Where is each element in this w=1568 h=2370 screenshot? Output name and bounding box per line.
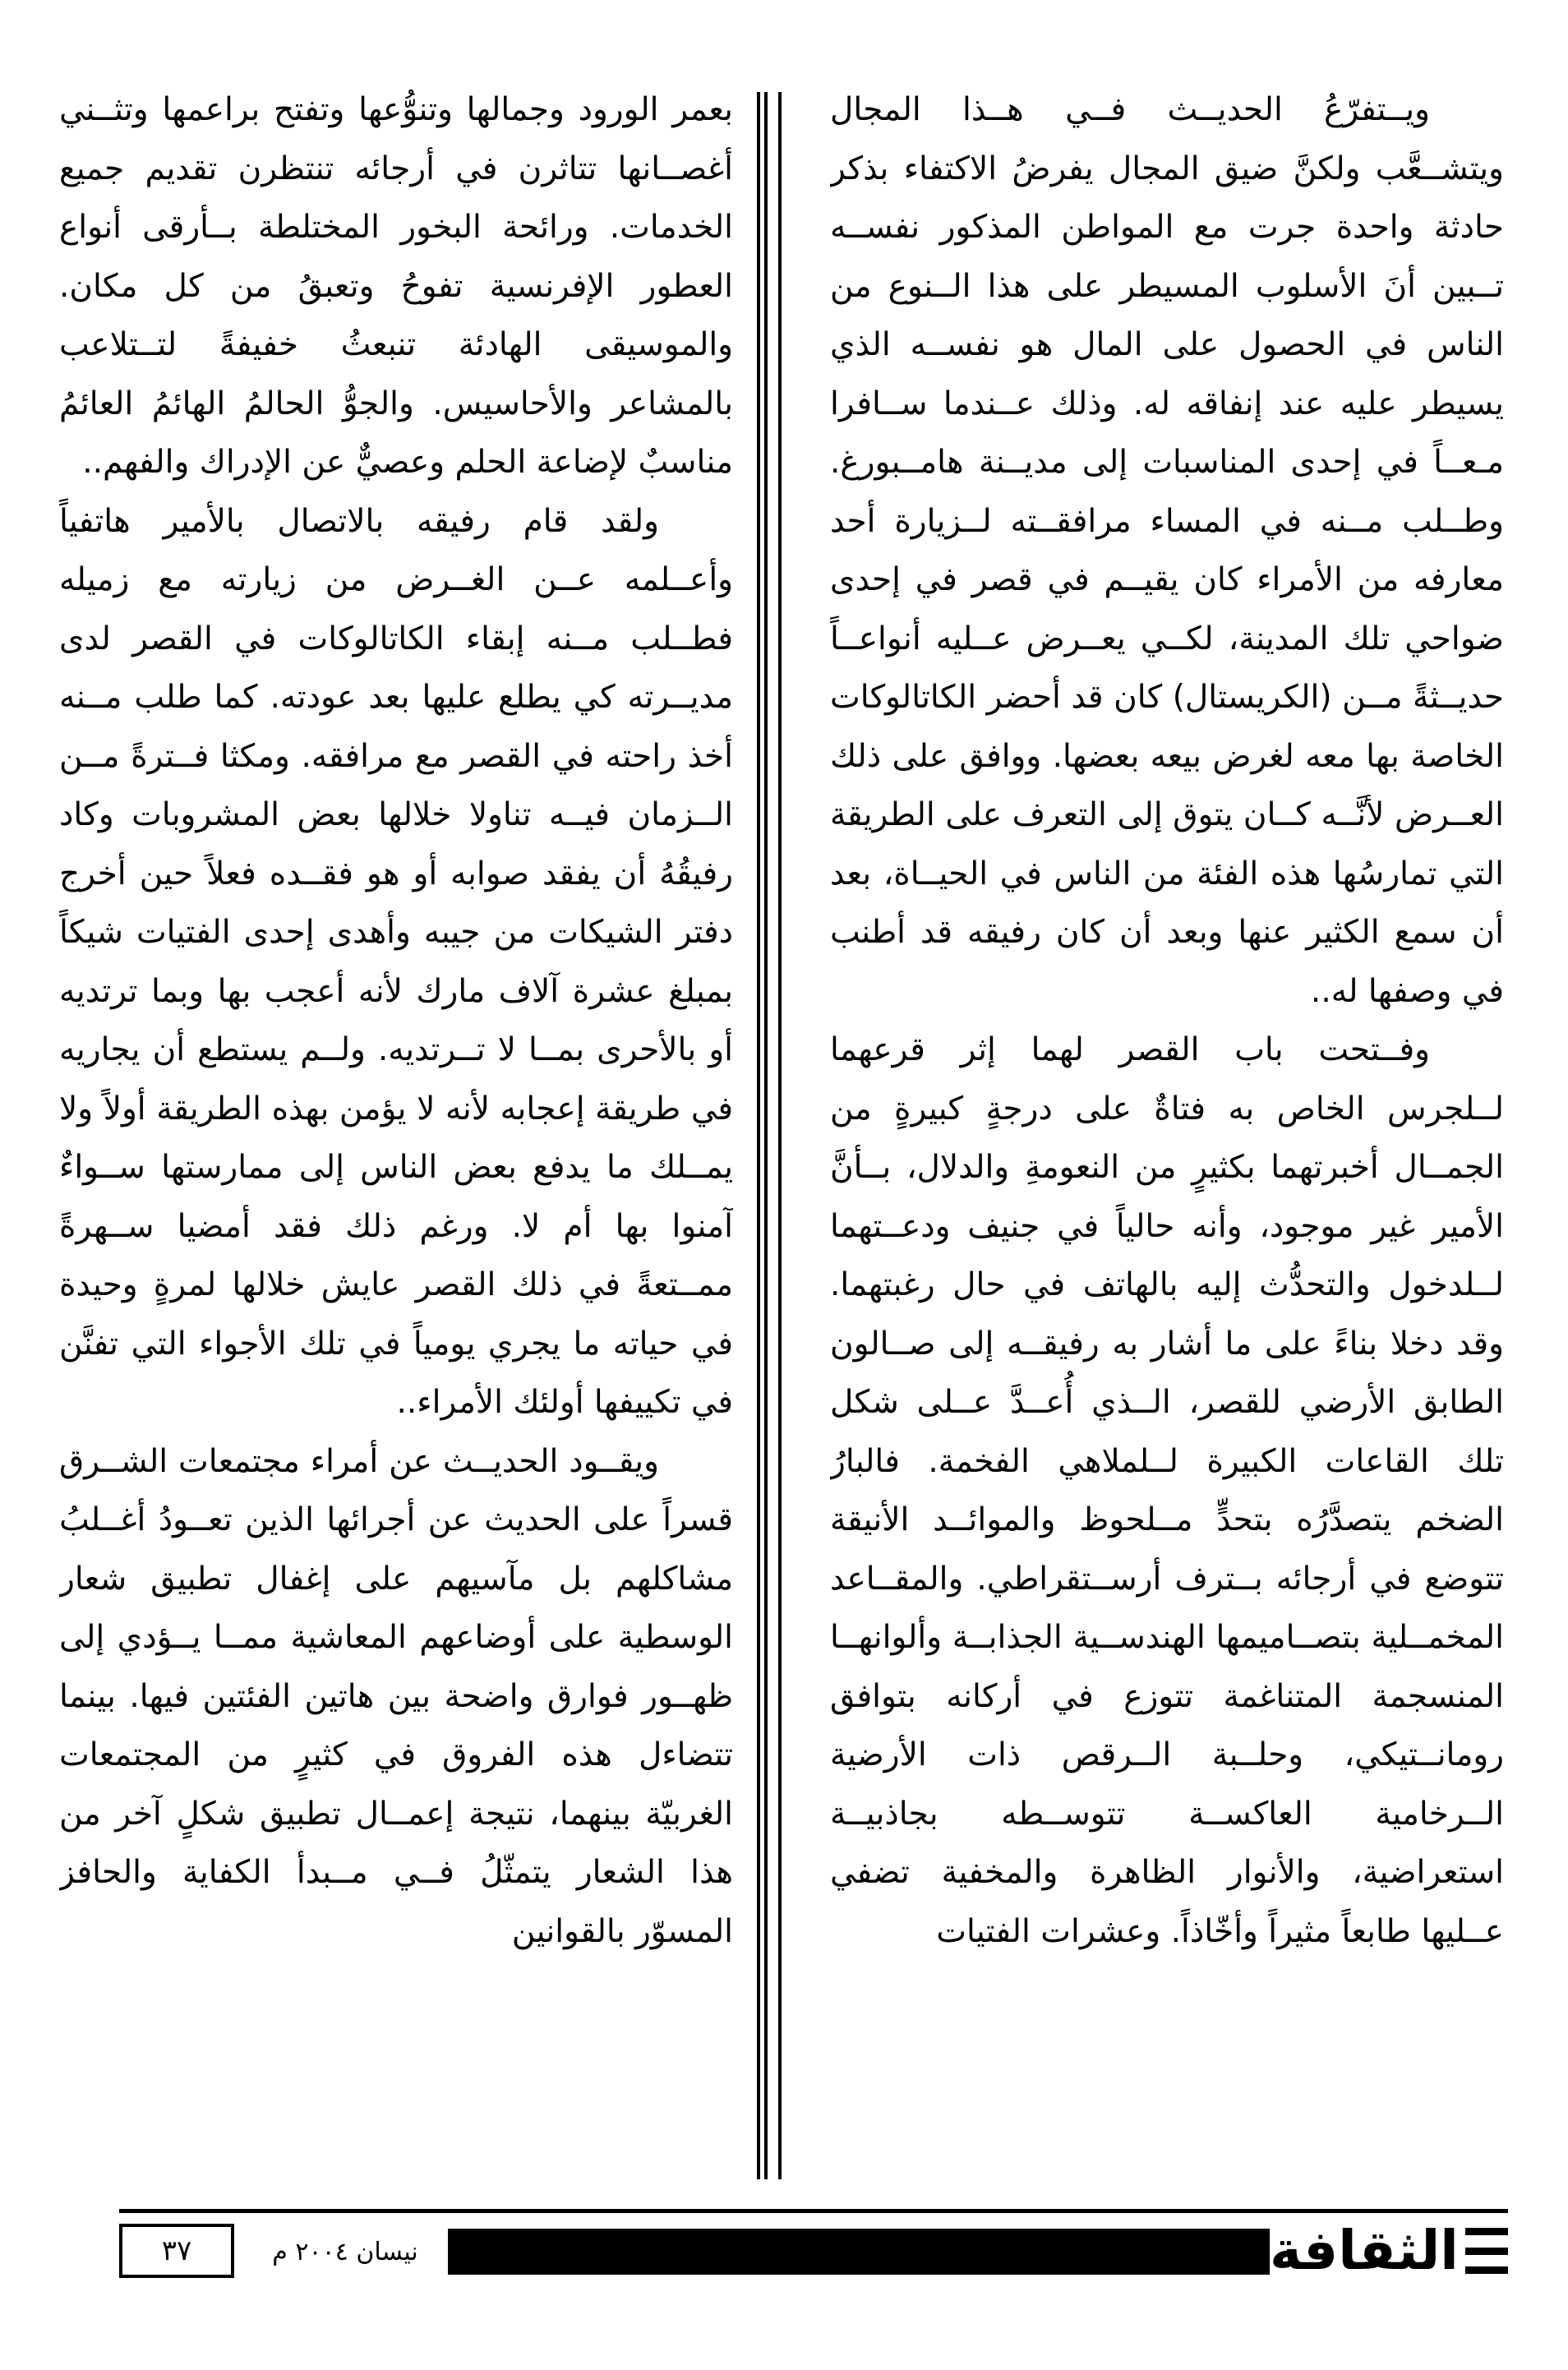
paragraph: بعمر الورود وجمالها وتنوُّعها وتفتح براعمها وتثــني أغصــانها تتاثرن في أرجائه تنتظرن تقديم جميع الخدمات. ورائحة البخور المختلطة بــأرقى أنواع العطور الإفرنسية تفوحُ وتعبقُ من كل مكان. والموسيقى الهادئة تنبعثُ خفيفةً لتــتلاعب بالمشاعر والأحاسيس. والجوُّ الحالمُ الهائمُ العائمُ مناسبٌ لإضاعة الحلم وعصيٌّ عن الإدراك والفهم.. xyxy=(59,91,733,481)
logo-text: الثقافة xyxy=(1270,2219,1459,2282)
issue-date: نيسان ٢٠٠٤ م xyxy=(272,2237,418,2266)
logo-lines-icon xyxy=(1465,2228,1508,2274)
right-text-column xyxy=(830,81,1504,2192)
paragraph: ويــتفرّعُ الحديــث فــي هــذا المجال ويتشــعَّب ولكنَّ ضيق المجال يفرضُ الاكتفاء بذكر حادثة واحدة جرت مع المواطن المذكور نفســه تــبين أنَ الأسلوب المسيطر على هذا الــنوع من الناس في الحصول على المال هو نفســه الذي يسيطر عليه عند إنفاقه له. وذلك عــندما ســافرا مـعــاً في إحدى المناسبات إلى مديــنة هامــبورغ. وطــلب مــنه في المساء مرافقــته لــزيارة أحد معارفه من الأمراء كان يقيــم في قصر في إحدى ضواحي تلك المدينة، لكــي يعــرض عــليه أنواعــاً حديــثةً مــن (الكريستال) كان قد أحضر الكاتالوكات الخاصة بها معه لغرض بيعه بعضها. ووافق على ذلك العــرض لأنَّــه كــان يتوق إلى التعرف على الطريقة التي تمارسُها هذه الفئة من الناس في الحيــاة، بعد أن سمع الكثير عنها وبعد أن كان رفيقه قد أطنب في وصفها له.. xyxy=(830,91,1504,1010)
paragraph: ولقد قام رفيقه بالاتصال بالأمير هاتفياً وأعــلمه عــن الغــرض من زيارته مع زميله فطــلب مــنه إبقاء الكاتالوكات في القصر لدى مديــرته كي يطلع عليها بعد عودته. كما طلب مــنه أخذ راحته في القصر مع مرافقه. ومكثا فــترةً مــن الــزمان فيــه تناولا خلالها بعض المشروبات وكاد رفيقُهُ أن يفقد صوابه أو هو فقــده فعلاً حين أخرج دفتر الشيكات من جيبه وأهدى إحدى الفتيات شيكاً بمبلغ عشرة آلاف مارك لأنه أعجب بها وبما ترتديه أو بالأحرى بمــا لا تــرتديه. ولــم يستطع أن يجاريه في طريقة إعجابه لأنه لا يؤمن بهذه الطريقة أولاً ولا يمــلك ما يدفع بعض الناس إلى ممارستها ســواءٌ آمنوا بها أم لا. ورغم ذلك فقد أمضيا ســهرةً ممــتعةً في ذلك القصر عايش خلالها لمرةٍ وحيدة في حياته ما يجري يومياً في تلك الأجواء التي تفنَّن في تكييفها أولئك الأمراء.. xyxy=(59,502,733,1421)
footer-rule xyxy=(119,2209,1508,2213)
column-divider xyxy=(757,92,782,2179)
footer-bar xyxy=(448,2229,1270,2275)
left-text-column xyxy=(59,81,733,2192)
page-footer xyxy=(119,2217,1508,2285)
magazine-logo xyxy=(1270,2217,1508,2285)
paragraph: ويقــود الحديــث عن أمراء مجتمعات الشــرق قسراً على الحديث عن أجرائها الذين تعــودُ أغــلبُ مشاكلهم بل مآسيهم على إغفال تطبيق شعار الوسطية على أوضاعهم المعاشية ممــا يــؤدي إلى ظهــور فوارق واضحة بين هاتين الفئتين فيها. بينما تتضاءل هذه الفروق في كثيرٍ من المجتمعات الغربيّة بينهما، نتيجة إعمــال تطبيق شكلٍ آخر من هذا الشعار يتمثّلُ فــي مــبدأ الكفاية والحافز المسوّر بالقوانين xyxy=(59,1442,733,1950)
page-number: ٣٧ xyxy=(119,2224,234,2278)
paragraph: وفــتحت باب القصر لهما إثر قرعهما لــلجرس الخاص به فتاةٌ على درجةٍ كبيرةٍ من الجمــال أخبرتهما بكثيرٍ من النعومةِ والدلال، بــأنَّ الأمير غير موجود، وأنه حالياً في جنيف ودعــتهما لــلدخول والتحدُّث إليه بالهاتف في حال رغبتهما. وقد دخلا بناءً على ما أشار به رفيقــه إلى صــالون الطابق الأرضي للقصر، الــذي أُعــدَّ عــلى شكل تلك القاعات الكبيرة لــلملاهي الفخمة. فالبارُ الضخم يتصدَّرُه بتحدٍّ مــلحوظ والموائــد الأنيقة تتوضع في أرجائه بــترف أرســتقراطي. والمقــاعد المخمــلية بتصــاميمها الهندســية الجذابــة وألوانهــا المنسجمة المتناغمة تتوزع في أركانه بتوافق رومانــتيكي، وحلــبة الــرقص ذات الأرضية الــرخامية العاكســة تتوســطه بجاذبيــة استعراضية، والأنوار الظاهرة والمخفية تضفي عــليها طابعاً مثيراً وأخّاذاً. وعشرات الفتيات xyxy=(830,1031,1504,1950)
